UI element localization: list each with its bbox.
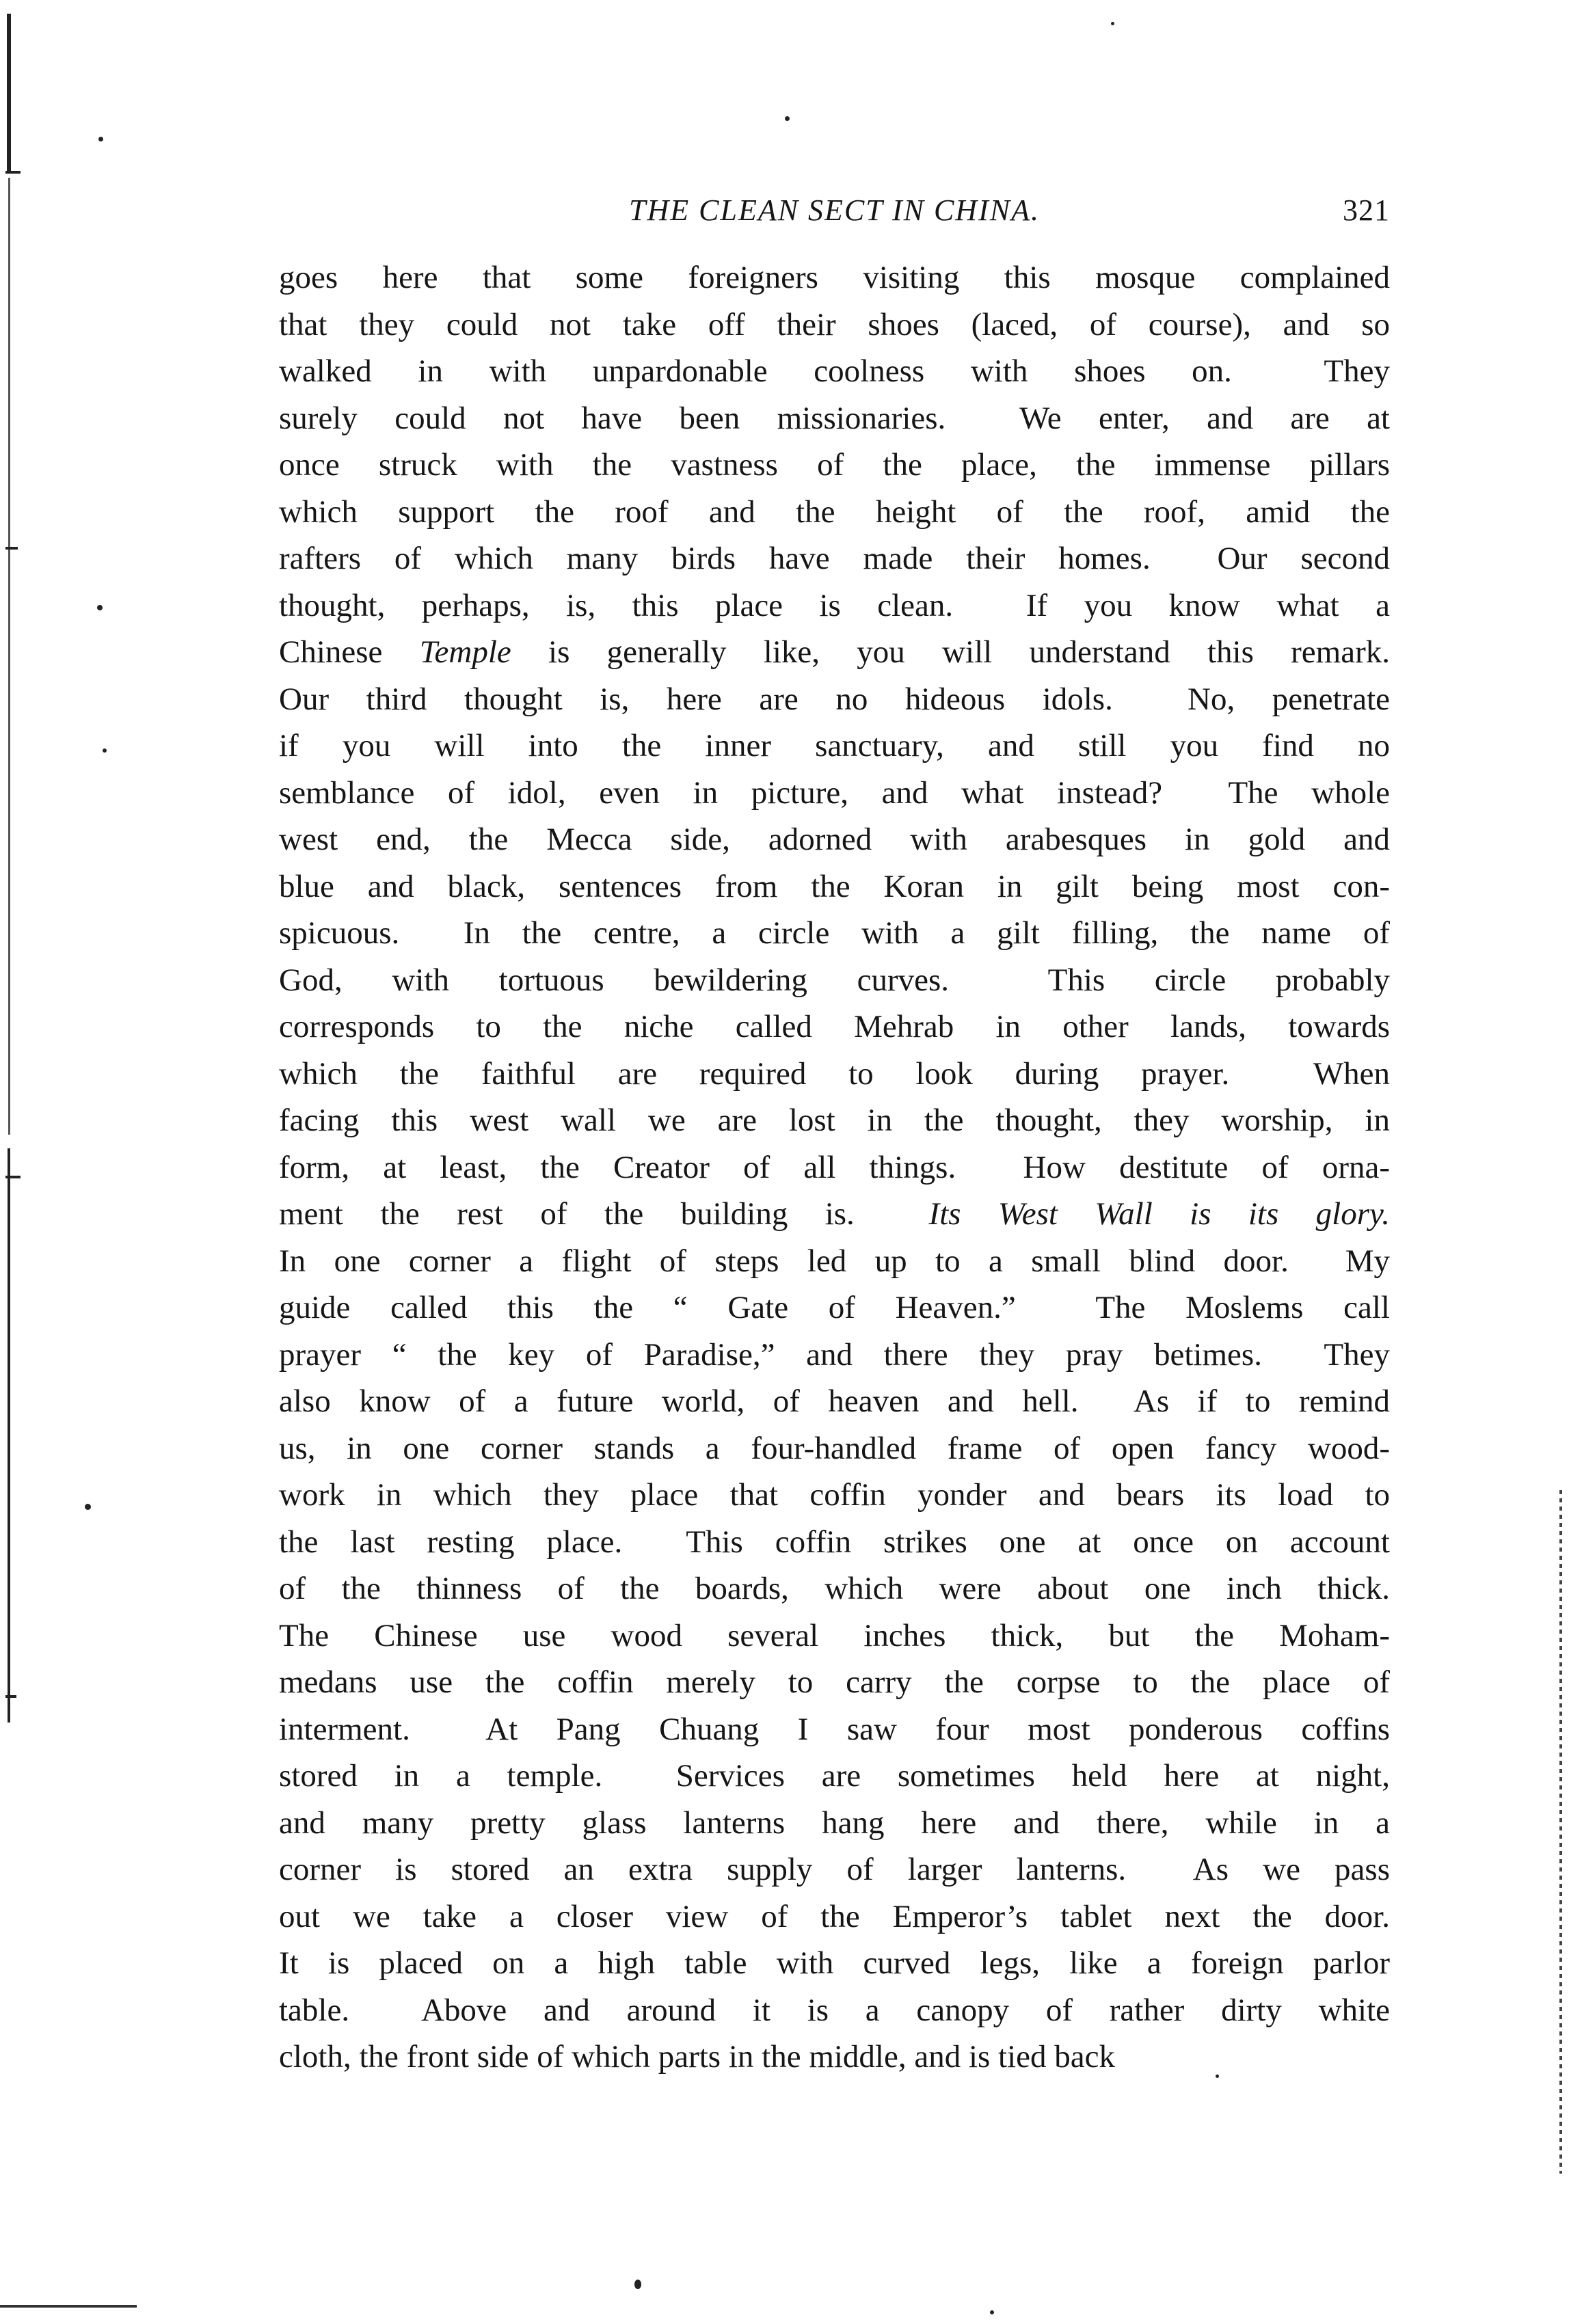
- text-line: [279, 1565, 1390, 1612]
- text-line: [279, 1940, 1390, 1987]
- text-segment: semblance of idol, even in picture, and what instead? The whole: [279, 774, 1390, 811]
- text-line: [279, 2033, 1390, 2081]
- text-line: [279, 254, 1390, 301]
- speck: [98, 137, 103, 141]
- text-line: [279, 1659, 1390, 1706]
- text-line: [279, 1846, 1390, 1893]
- text-segment: and many pretty glass lanterns hang here and there, while in a: [279, 1805, 1390, 1841]
- text-segment: facing this west wall we are lost in the thought, they worship, in: [279, 1103, 1390, 1138]
- text-line: [279, 770, 1390, 817]
- text-segment: cloth, the front side of which parts in the middle, and is tied back: [279, 2039, 1116, 2075]
- text-line: [279, 1987, 1390, 2034]
- text-line: [279, 676, 1390, 723]
- speck: [990, 2310, 994, 2314]
- text-segment: thought, perhaps, is, this place is clean. If you know what a: [279, 587, 1390, 623]
- text-line: [279, 1003, 1390, 1051]
- text-line: [279, 1191, 1390, 1238]
- text-line: [279, 1425, 1390, 1472]
- text-segment: is generally like, you will understand this remark.: [511, 634, 1390, 670]
- text-line: [279, 816, 1390, 863]
- text-segment: surely could not have been missionaries. We enter, and are at: [279, 400, 1390, 436]
- text-segment: us, in one corner stands a four-handled frame of open fancy wood-: [279, 1430, 1390, 1466]
- text-line: [279, 1612, 1390, 1660]
- text-line: [279, 1051, 1390, 1098]
- text-segment: rafters of which many birds have made their homes. Our second: [279, 541, 1390, 576]
- binding-edge: [0, 0, 21, 2324]
- text-line: [279, 1800, 1390, 1847]
- text-line: [279, 629, 1390, 676]
- text-line: [279, 1144, 1390, 1191]
- text-segment: blue and black, sentences from the Koran in gilt being most con-: [279, 868, 1390, 904]
- text-line: [279, 1378, 1390, 1425]
- text-segment: The Chinese use wood several inches thick, but the Moham-: [279, 1617, 1390, 1653]
- text-segment: interment. At Pang Chuang I saw four most ponderous coffins: [279, 1711, 1390, 1747]
- text-line: [279, 1284, 1390, 1332]
- text-segment: medans use the coffin merely to carry the corpse to the place of: [279, 1664, 1390, 1700]
- text-segment: ment the rest of the building is.: [279, 1196, 929, 1232]
- page-header: [279, 193, 1390, 241]
- text-segment: walked in with unpardonable coolness with shoes on. They: [279, 353, 1390, 389]
- text-segment: once struck with the vastness of the place, the immense pillars: [279, 447, 1390, 483]
- speck: [1111, 22, 1114, 25]
- scan-edge-rule: [0, 2305, 137, 2308]
- text-segment: of the thinness of the boards, which were about one inch thick.: [279, 1571, 1390, 1606]
- text-line: [279, 1893, 1390, 1941]
- right-edge-artifact: [1559, 1490, 1562, 2174]
- text-segment: Our third thought is, here are no hideous idols. No, penetrate: [279, 681, 1390, 717]
- text-line: [279, 957, 1390, 1004]
- text-line: [279, 442, 1390, 489]
- text-segment: which support the roof and the height of the roof, amid the: [279, 494, 1390, 530]
- italic-text: Its West Wall is its glory.: [928, 1196, 1390, 1232]
- text-segment: Chinese: [279, 634, 420, 670]
- text-segment: stored in a temple. Services are sometimes held here at night,: [279, 1758, 1390, 1794]
- text-line: [279, 910, 1390, 957]
- text-line: [279, 489, 1390, 536]
- text-segment: spicuous. In the centre, a circle with a gilt filling, the name of: [279, 915, 1390, 951]
- text-segment: corner is stored an extra supply of larger lanterns. As we pass: [279, 1852, 1390, 1887]
- text-line: [279, 1706, 1390, 1753]
- text-line: [279, 1753, 1390, 1800]
- text-line: [279, 395, 1390, 442]
- text-segment: also know of a future world, of heaven and hell. As if to remind: [279, 1383, 1390, 1419]
- text-line: [279, 535, 1390, 582]
- text-segment: west end, the Mecca side, adorned with arabesques in gold and: [279, 822, 1390, 857]
- text-segment: corresponds to the niche called Mehrab in other lands, towards: [279, 1009, 1390, 1044]
- page-number: 321: [1343, 193, 1390, 227]
- text-segment: out we take a closer view of the Emperor’s tablet next the door.: [279, 1898, 1390, 1934]
- text-segment: In one corner a flight of steps led up to a small blind door. My: [279, 1243, 1390, 1279]
- text-segment: God, with tortuous bewildering curves. This circle probably: [279, 962, 1390, 998]
- text-segment: table. Above and around it is a canopy of rather dirty white: [279, 1992, 1390, 2028]
- text-line: [279, 348, 1390, 395]
- text-line: [279, 582, 1390, 630]
- running-head: THE CLEAN SECT IN CHINA.: [629, 193, 1040, 227]
- speck: [785, 116, 790, 121]
- text-segment: if you will into the inner sanctuary, and still you find no: [279, 728, 1390, 764]
- speck: [634, 2280, 641, 2289]
- italic-text: Temple: [419, 634, 511, 670]
- text-segment: guide called this the “ Gate of Heaven.” The Moslems call: [279, 1290, 1390, 1325]
- text-segment: goes here that some foreigners visiting this mosque complained: [279, 260, 1390, 295]
- text-line: [279, 1097, 1390, 1144]
- text-line: [279, 301, 1390, 349]
- text-line: [279, 1238, 1390, 1285]
- text-segment: form, at least, the Creator of all things. How destitute of orna-: [279, 1149, 1390, 1185]
- text-line: [279, 1332, 1390, 1379]
- text-line: [279, 1472, 1390, 1519]
- text-segment: prayer “ the key of Paradise,” and there they pray betimes. They: [279, 1336, 1390, 1373]
- text-segment: work in which they place that coffin yonder and bears its load to: [279, 1477, 1390, 1513]
- text-segment: which the faithful are required to look during prayer. When: [279, 1055, 1390, 1092]
- text-line: [279, 1519, 1390, 1566]
- text-line: [279, 722, 1390, 770]
- speck: [103, 748, 107, 753]
- text-segment: that they could not take off their shoes (laced, of course), and so: [279, 306, 1390, 342]
- text-segment: It is placed on a high table with curved legs, like a foreign parlor: [279, 1945, 1390, 1981]
- body-text: [279, 254, 1390, 2081]
- text-segment: the last resting place. This coffin strikes one at once on account: [279, 1524, 1390, 1560]
- text-line: [279, 863, 1390, 910]
- speck: [97, 605, 103, 610]
- speck: [85, 1504, 91, 1510]
